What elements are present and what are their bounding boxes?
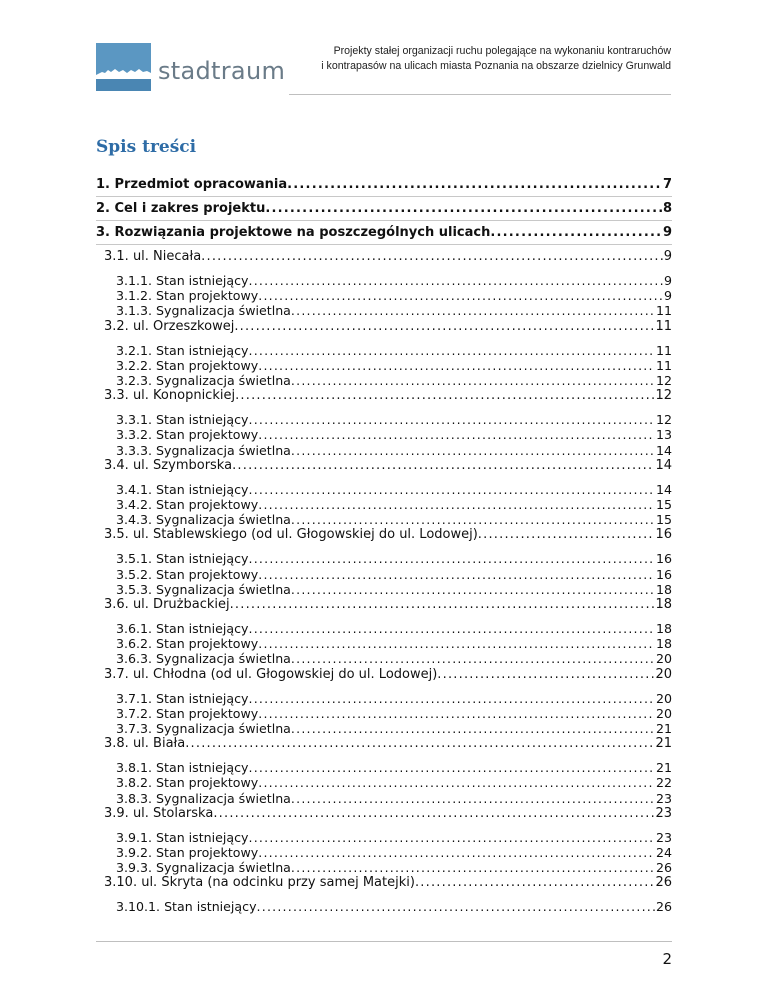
toc-entry-label: 1. Przedmiot opracowania — [96, 177, 288, 192]
toc-leader-dots — [265, 201, 662, 216]
toc-entry[interactable] — [116, 636, 672, 651]
toc-leader-dots — [478, 527, 655, 542]
toc-entry-label: 3.6. ul. Drużbackiej — [104, 597, 230, 612]
toc-entry-page: 26 — [655, 875, 672, 891]
toc-entry-label: 3.8. ul. Biała — [104, 736, 186, 752]
toc-entry-page: 20 — [655, 690, 672, 706]
toc-entry-label: 3.8.3. Sygnalizacja świetlna — [116, 790, 291, 806]
header-line-2: i kontrapasów na ulicach miasta Poznania na obszarze dzielnicy Grunwald — [321, 60, 671, 72]
toc-entry[interactable] — [116, 899, 672, 914]
toc-entry[interactable] — [116, 621, 672, 636]
toc-entry-label: 3.4.3. Sygnalizacja świetlna — [116, 512, 291, 528]
toc-entry-label: 3.8.2. Stan projektowy — [116, 775, 259, 791]
toc-entry-label: 3.4.1. Stan istniejący — [116, 481, 249, 497]
toc-entry-label: 3.2. ul. Orzeszkowej — [104, 318, 235, 334]
toc-entry[interactable] — [116, 443, 672, 458]
toc-entry-label: 3.3.1. Stan istniejący — [116, 412, 249, 428]
toc-entry-label: 3.4.2. Stan projektowy — [116, 497, 259, 512]
toc-entry[interactable] — [104, 527, 672, 542]
toc-entry-label: 3.6.1. Stan istniejący — [116, 621, 249, 636]
toc-entry-page: 13 — [655, 427, 672, 443]
toc-entry[interactable] — [116, 482, 672, 497]
toc-leader-dots — [258, 706, 655, 721]
toc-entry[interactable] — [116, 551, 672, 566]
toc-entry-page: 20 — [655, 666, 672, 682]
toc-leader-dots — [258, 567, 655, 582]
toc-leader-dots — [185, 736, 654, 751]
toc-leader-dots — [291, 303, 655, 318]
toc-entry-label: 3.3.2. Stan projektowy — [116, 427, 259, 443]
toc-entry[interactable] — [116, 373, 672, 388]
toc-entry[interactable] — [116, 567, 672, 582]
toc-entry-label: 2. Cel i zakres projektu — [96, 201, 266, 216]
toc-entry-label: 3.7.2. Stan projektowy — [116, 705, 259, 721]
toc-leader-dots — [258, 845, 655, 860]
toc-row-separator — [96, 244, 672, 245]
footer-divider — [96, 941, 672, 942]
toc-entry[interactable] — [104, 388, 672, 403]
toc-entry-page: 11 — [655, 303, 672, 319]
toc-entry-label: 3.5.3. Sygnalizacja świetlna — [116, 581, 291, 597]
toc-entry-label: 3.10.1. Stan istniejący — [116, 899, 257, 915]
logo-mark — [96, 43, 151, 91]
toc-leader-dots — [258, 775, 655, 790]
toc-entry-page: 18 — [655, 581, 672, 597]
toc-entry-label: 3.7.1. Stan istniejący — [116, 690, 249, 706]
toc-leader-dots — [258, 636, 655, 651]
toc-entry-page: 16 — [655, 566, 672, 582]
toc-entry[interactable] — [104, 875, 672, 890]
toc-entry[interactable] — [116, 706, 672, 721]
toc-row-separator — [96, 220, 672, 221]
toc-entry-page: 18 — [655, 621, 672, 636]
toc-entry-page: 9 — [662, 225, 672, 240]
toc-entry-label: 3.4. ul. Szymborska — [104, 457, 233, 473]
toc-entry[interactable] — [116, 512, 672, 527]
toc-title: Spis treści — [96, 137, 197, 157]
toc-entry-label: 3.5.2. Stan projektowy — [116, 566, 259, 582]
toc-leader-dots — [249, 691, 655, 706]
toc-entry[interactable] — [116, 691, 672, 706]
toc-leader-dots — [257, 899, 655, 914]
toc-entry-label: 3.9.1. Stan istniejący — [116, 829, 249, 845]
toc-entry[interactable] — [116, 303, 672, 318]
toc-leader-dots — [490, 225, 662, 240]
toc-entry-label: 3.5.1. Stan istniejący — [116, 551, 249, 567]
toc-entry[interactable] — [116, 791, 672, 806]
toc-leader-dots — [415, 875, 655, 890]
toc-entry-label: 3.2.3. Sygnalizacja świetlna — [116, 373, 291, 388]
toc-leader-dots — [249, 621, 655, 636]
toc-entry-label: 3.2.2. Stan projektowy — [116, 357, 259, 373]
toc-entry-page: 12 — [655, 388, 672, 404]
toc-entry-page: 11 — [655, 318, 672, 334]
toc-leader-dots — [235, 388, 654, 403]
toc-entry[interactable] — [104, 667, 672, 682]
toc-leader-dots — [258, 288, 663, 303]
toc-leader-dots — [249, 273, 663, 288]
toc-entry[interactable] — [116, 721, 672, 736]
toc-entry-label: 3.6.2. Stan projektowy — [116, 636, 259, 652]
toc-entry-label: 3.7.3. Sygnalizacja świetlna — [116, 721, 291, 736]
toc-entry[interactable] — [116, 582, 672, 597]
toc-entry-page: 11 — [655, 357, 672, 373]
toc-entry-page: 23 — [655, 805, 672, 821]
toc-leader-dots — [291, 373, 655, 388]
toc-leader-dots — [291, 582, 655, 597]
toc-entry[interactable] — [104, 319, 672, 334]
toc-entry-label: 3. Rozwiązania projektowe na poszczególnych ulicach — [96, 225, 491, 240]
toc-entry-label: 3.7. ul. Chłodna (od ul. Głogowskiej do ul. Lodowej) — [104, 666, 438, 682]
toc-entry[interactable] — [116, 343, 672, 358]
page-number: 2 — [662, 950, 672, 968]
stadtraum-logo — [96, 43, 286, 91]
toc-leader-dots — [437, 667, 654, 682]
toc-leader-dots — [287, 177, 662, 192]
skyline-icon — [96, 43, 151, 91]
toc-entry-page: 26 — [655, 860, 672, 876]
toc-entry-page: 14 — [655, 457, 672, 473]
toc-entry[interactable] — [104, 249, 672, 264]
toc-entry-page: 24 — [655, 845, 672, 860]
toc-entry-page: 11 — [655, 342, 672, 358]
toc-leader-dots — [249, 551, 655, 566]
toc-leader-dots — [201, 249, 663, 264]
toc-leader-dots — [234, 319, 654, 334]
toc-leader-dots — [258, 497, 655, 512]
toc-entry-page: 12 — [655, 412, 672, 428]
toc-entry[interactable] — [116, 497, 672, 512]
toc-entry[interactable] — [116, 830, 672, 845]
toc-leader-dots — [249, 482, 655, 497]
toc-entry-label: 3.1.3. Sygnalizacja świetlna — [116, 303, 291, 319]
toc-entry[interactable] — [116, 358, 672, 373]
toc-entry[interactable] — [116, 412, 672, 427]
toc-entry-label: 3.5. ul. Stablewskiego (od ul. Głogowskiej do ul. Lodowej) — [104, 527, 478, 543]
toc-leader-dots — [291, 860, 655, 875]
toc-entry[interactable] — [116, 845, 672, 860]
toc-entry[interactable] — [104, 806, 672, 821]
toc-entry-label: 3.6.3. Sygnalizacja świetlna — [116, 651, 291, 667]
toc-entry[interactable] — [96, 201, 672, 216]
toc-leader-dots — [232, 458, 654, 473]
toc-leader-dots — [249, 412, 655, 427]
logo-wordmark: stadtraum — [158, 57, 286, 85]
toc-entry-label: 3.9.2. Stan projektowy — [116, 845, 259, 860]
toc-entry-page: 23 — [655, 829, 672, 845]
toc-entry-page: 9 — [663, 273, 672, 288]
toc-entry-page: 18 — [655, 597, 672, 612]
toc-entry-label: 3.8.1. Stan istniejący — [116, 760, 249, 776]
toc-leader-dots — [291, 791, 655, 806]
toc-entry-page: 7 — [662, 177, 672, 192]
toc-entry-label: 3.10. ul. Skryta (na odcinku przy samej Matejki) — [104, 875, 415, 891]
toc-entry[interactable] — [96, 177, 672, 192]
toc-entry[interactable] — [116, 273, 672, 288]
toc-entry-page: 12 — [655, 373, 672, 388]
toc-entry-page: 22 — [655, 775, 672, 791]
toc-row-separator — [96, 196, 672, 197]
toc-entry-label: 3.3. ul. Konopnickiej — [104, 388, 236, 404]
toc-entry-page: 21 — [655, 721, 672, 736]
toc-entry-label: 3.1. ul. Niecała — [104, 249, 202, 264]
toc-leader-dots — [291, 443, 655, 458]
toc-entry-label: 3.1.2. Stan projektowy — [116, 288, 259, 304]
toc-entry[interactable] — [116, 760, 672, 775]
toc-leader-dots — [249, 830, 655, 845]
toc-leader-dots — [291, 651, 655, 666]
toc-entry-page: 20 — [655, 705, 672, 721]
toc-leader-dots — [258, 358, 655, 373]
document-header — [321, 44, 671, 74]
toc-entry-page: 20 — [655, 651, 672, 667]
toc-entry[interactable] — [116, 775, 672, 790]
toc-leader-dots — [249, 760, 655, 775]
toc-entry-page: 8 — [662, 201, 672, 216]
toc-entry-label: 3.3.3. Sygnalizacja świetlna — [116, 442, 291, 458]
toc-entry[interactable] — [116, 427, 672, 442]
toc-leader-dots — [258, 427, 655, 442]
toc-entry-label: 3.9. ul. Stolarska — [104, 805, 214, 821]
toc-entry-page: 9 — [663, 249, 672, 264]
toc-entry-label: 3.9.3. Sygnalizacja świetlna — [116, 860, 291, 876]
toc-entry[interactable] — [104, 458, 672, 473]
toc-leader-dots — [291, 721, 655, 736]
toc-entry[interactable] — [104, 736, 672, 751]
toc-leader-dots — [249, 343, 655, 358]
toc-entry-page: 16 — [655, 527, 672, 543]
toc-entry[interactable] — [96, 225, 672, 240]
toc-entry-page: 15 — [655, 512, 672, 528]
toc-leader-dots — [291, 512, 655, 527]
toc-entry-label: 3.2.1. Stan istniejący — [116, 342, 249, 358]
toc-entry-page: 18 — [655, 636, 672, 652]
toc-leader-dots — [213, 806, 654, 821]
toc-entry[interactable] — [116, 860, 672, 875]
toc-entry-page: 14 — [655, 481, 672, 497]
toc-entry-label: 3.1.1. Stan istniejący — [116, 273, 249, 288]
toc-leader-dots — [230, 597, 655, 612]
toc-entry[interactable] — [116, 288, 672, 303]
toc-entry-page: 21 — [655, 736, 672, 752]
toc-entry-page: 16 — [655, 551, 672, 567]
header-divider — [289, 94, 671, 95]
toc-entry-page: 23 — [655, 790, 672, 806]
toc-entry-page: 9 — [663, 288, 672, 304]
toc-entry-page: 15 — [655, 497, 672, 512]
toc-entry-page: 21 — [655, 760, 672, 776]
toc-entry[interactable] — [104, 597, 672, 612]
toc-entry-page: 26 — [655, 899, 672, 915]
toc-entry-page: 14 — [655, 442, 672, 458]
header-line-1: Projekty stałej organizacji ruchu polegające na wykonaniu kontraruchów — [333, 45, 671, 57]
toc-entry[interactable] — [116, 651, 672, 666]
